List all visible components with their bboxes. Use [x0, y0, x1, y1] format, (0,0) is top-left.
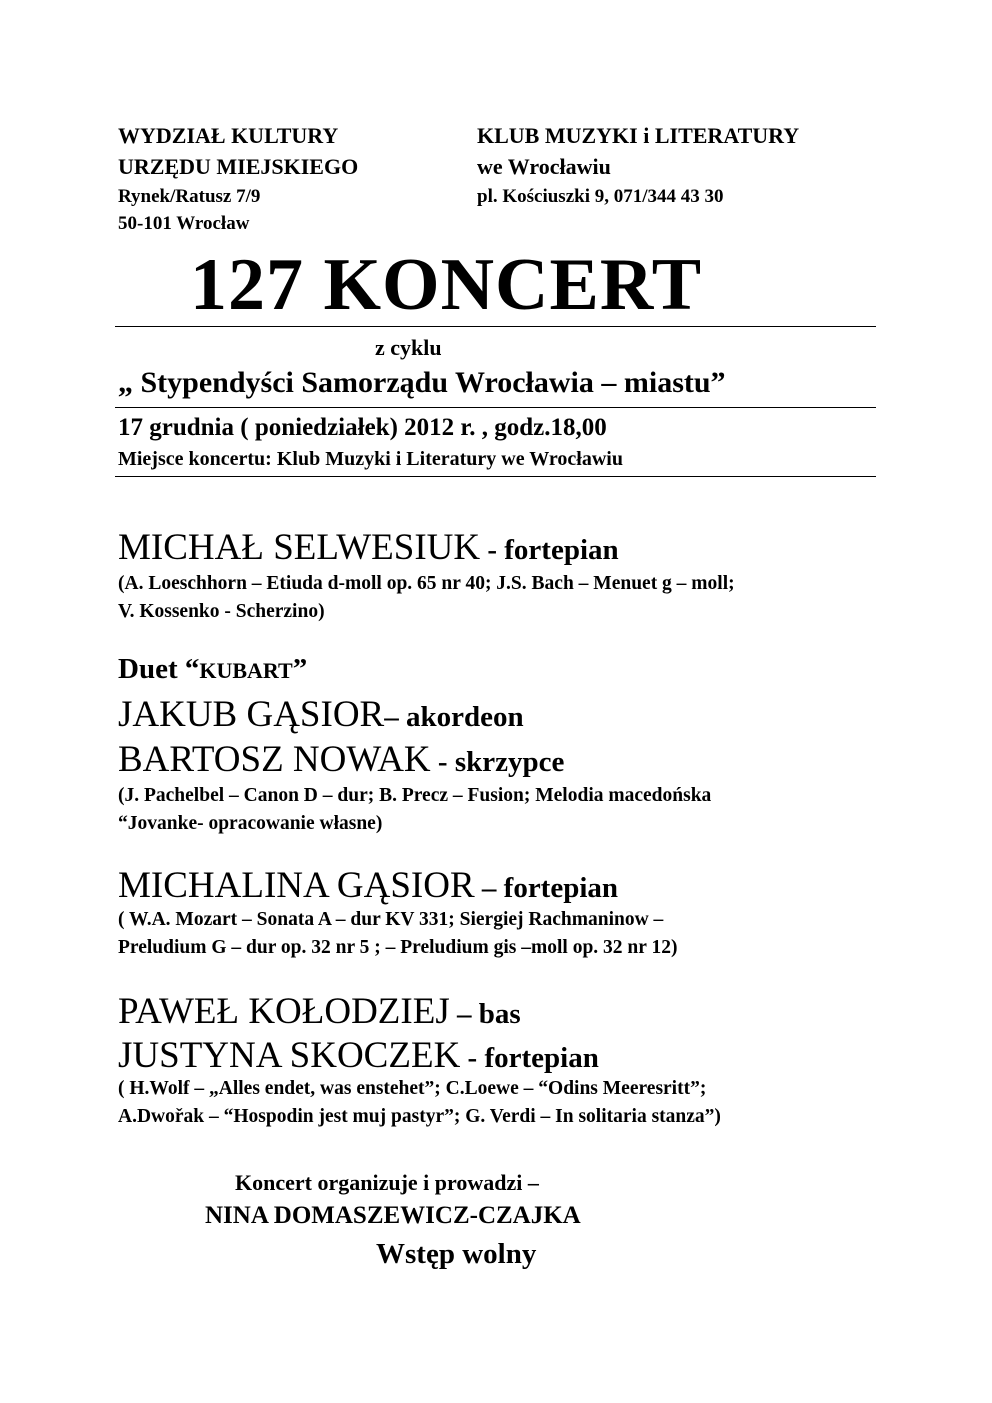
divider-cycle: [115, 407, 876, 408]
organizer-left-line2: URZĘDU MIEJSKIEGO: [118, 154, 359, 179]
performer-1: [118, 526, 619, 569]
divider-venue: [115, 476, 876, 477]
performer-name: MICHAŁ SELWESIUK: [118, 527, 481, 568]
performer-instrument: bas: [478, 998, 521, 1030]
duet-label: [118, 653, 307, 686]
duet-name: KUBART: [199, 658, 293, 683]
performer-name: JAKUB GĄSIOR: [118, 694, 385, 735]
performer-instrument: akordeon: [405, 701, 524, 733]
performer-sep: -: [430, 746, 455, 778]
duet-prefix: Duet “: [118, 653, 200, 685]
performer-name: PAWEŁ KOŁODZIEJ: [118, 991, 450, 1032]
program-line: Preludium G – dur op. 32 nr 5 ; – Preludium gis –moll op. 32 nr 12): [118, 937, 678, 958]
organizer-left-address: Rynek/Ratusz 7/9: [118, 186, 261, 207]
organizer-left-city: 50-101 Wrocław: [118, 213, 250, 234]
performer-instrument: fortepian: [503, 872, 619, 904]
performer-sep: -: [480, 534, 505, 566]
performer-instrument: fortepian: [504, 534, 619, 566]
performer-5: [118, 990, 521, 1033]
performer-instrument: fortepian: [484, 1042, 599, 1074]
concert-date: 17 grudnia ( poniedziałek) 2012 r. , godz.18,00: [118, 414, 607, 441]
performer-4: [118, 864, 618, 907]
organizer-right-line2: we Wrocławiu: [477, 154, 611, 179]
program-line: (J. Pachelbel – Canon D – dur; B. Precz – Fusion; Melodia macedońska: [118, 785, 712, 806]
organizer-left-line1: WYDZIAŁ KULTURY: [118, 123, 339, 148]
performer-name: MICHALINA GĄSIOR: [118, 865, 475, 906]
concert-venue: Miejsce koncertu: Klub Muzyki i Literatury we Wrocławiu: [118, 448, 623, 470]
performer-sep: –: [474, 872, 504, 904]
performer-name: BARTOSZ NOWAK: [118, 739, 431, 780]
footer-organizer-name: NINA DOMASZEWICZ-CZAJKA: [205, 1202, 581, 1229]
performer-6: [118, 1034, 599, 1077]
footer-admission: Wstęp wolny: [376, 1238, 537, 1270]
performer-sep: -: [460, 1042, 485, 1074]
organizer-right-address: pl. Kościuszki 9, 071/344 43 30: [477, 186, 724, 207]
program-line: A.Dwořak – “Hospodin jest muj pastyr”; G. Verdi – In solitaria stanza”): [118, 1106, 721, 1127]
program-line: ( W.A. Mozart – Sonata A – dur KV 331; Siergiej Rachmaninow –: [118, 909, 664, 930]
program-line: “Jovanke- opracowanie własne): [118, 813, 383, 834]
performer-2: [118, 693, 524, 736]
cycle-label: z cyklu: [375, 335, 442, 360]
performer-3: [118, 738, 564, 781]
program-line: (A. Loeschhorn – Etiuda d-moll op. 65 nr 40; J.S. Bach – Menuet g – moll;: [118, 573, 735, 594]
divider-title: [115, 326, 876, 327]
cycle-name: „ Stypendyści Samorządu Wrocławia – miastu”: [118, 366, 726, 399]
footer-organizer-label: Koncert organizuje i prowadzi –: [235, 1170, 539, 1195]
performer-instrument: skrzypce: [454, 746, 565, 778]
concert-title: 127 KONCERT: [190, 244, 703, 326]
performer-name: JUSTYNA SKOCZEK: [118, 1035, 461, 1076]
performer-sep: –: [384, 701, 406, 733]
program-line: V. Kossenko - Scherzino): [118, 601, 325, 622]
program-line: ( H.Wolf – „Alles endet, was enstehet”; C.Loewe – “Odins Meeresritt”;: [118, 1078, 707, 1099]
performer-sep: –: [449, 998, 479, 1030]
duet-suffix: ”: [292, 653, 308, 685]
organizer-right-line1: KLUB MUZYKI i LITERATURY: [477, 123, 800, 148]
